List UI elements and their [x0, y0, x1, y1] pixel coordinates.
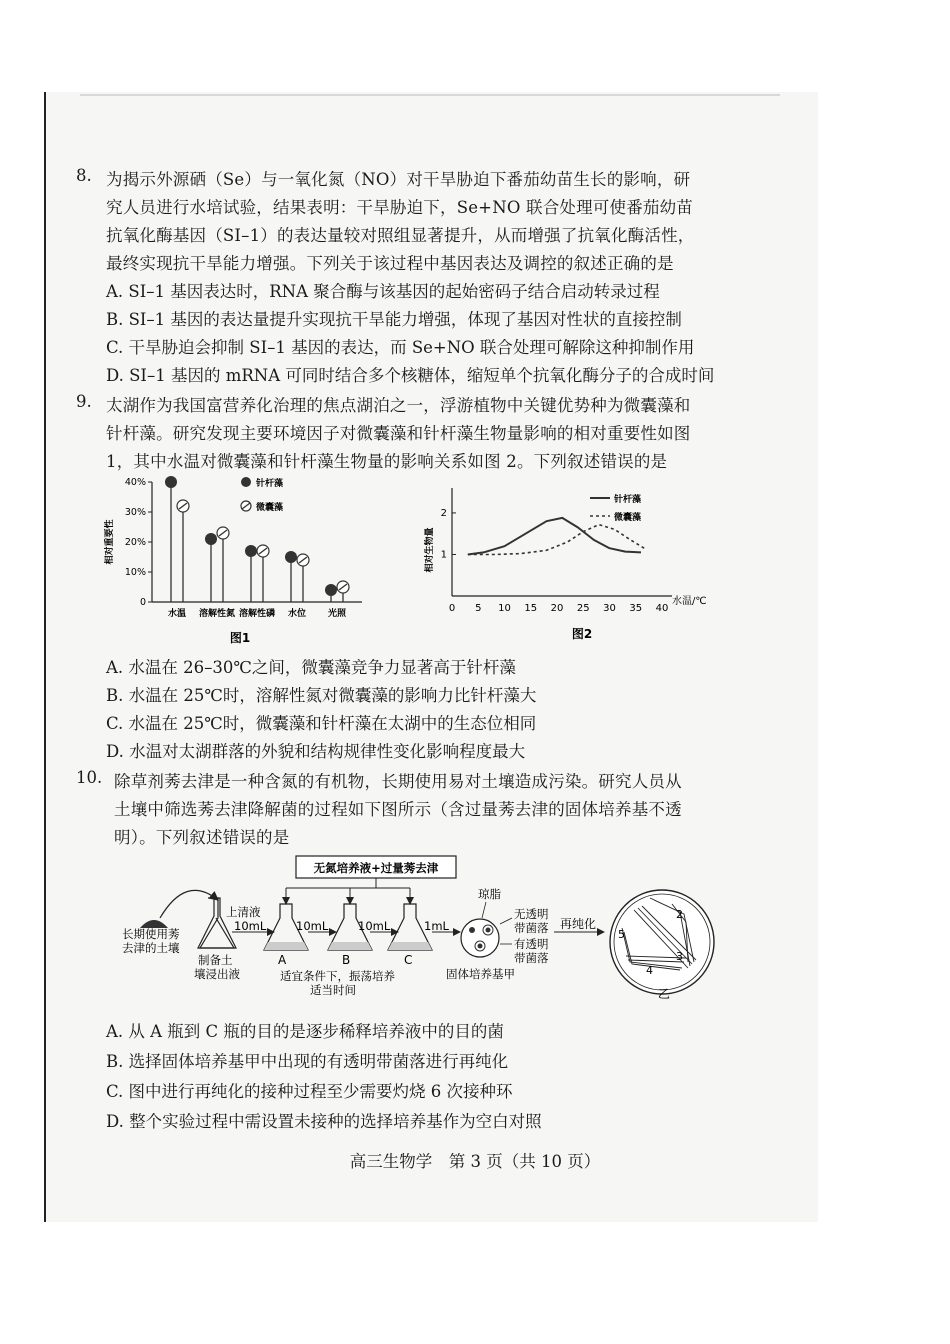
- supernatant-label: 上清液: [226, 905, 261, 919]
- fig1-category-label: 光照: [327, 609, 347, 619]
- q10-line: 土壤中筛选莠去津降解菌的过程如下图所示（含过量莠去津的固体培养基不透: [114, 800, 682, 819]
- medium-box-label: 无氮培养液+过量莠去津: [313, 861, 439, 875]
- fig1-ytick-label: 20%: [124, 537, 146, 548]
- no-halo-label: 带菌落: [514, 921, 549, 935]
- q9-option-c: C. 水温在 25℃时，微囊藻和针杆藻在太湖中的生态位相同: [106, 714, 537, 733]
- streak-number: 3: [676, 950, 683, 963]
- fig2-title: 图2: [571, 627, 593, 641]
- streak-number: 2: [676, 908, 683, 921]
- fig2-legend-weinang: 微囊藻: [614, 513, 642, 523]
- q10-line: 除草剂莠去津是一种含氮的有机物，长期使用易对土壤造成污染。研究人员从: [114, 772, 682, 791]
- q10-line: 明）。下列叙述错误的是: [114, 828, 290, 847]
- fig1-dot-zhengan: [245, 545, 257, 557]
- fig2-ylabel: 相对生物量: [425, 527, 435, 573]
- prep-label: 制备土: [198, 953, 233, 967]
- fig2-xtick-label: 35: [629, 603, 643, 614]
- fig2-xtick-label: 25: [576, 603, 590, 614]
- fig1-dot-zhengan: [325, 584, 337, 596]
- arrow-ab-label: 10mL: [296, 919, 329, 933]
- screening-diagram: [110, 852, 730, 1002]
- q9-line: 1，其中水温对微囊藻和针杆藻生物量的影响关系如图 2。下列叙述错误的是: [106, 452, 668, 471]
- fig2-xtick-label: 0: [448, 603, 456, 614]
- flask-a-label: A: [278, 953, 287, 967]
- figure-2-chart: [410, 478, 730, 650]
- q10-option-b: B. 选择固体培养基甲中出现的有透明带菌落进行再纯化: [106, 1052, 509, 1071]
- q9-line: 针杆藻。研究发现主要环境因子对微囊藻和针杆藻生物量影响的相对重要性如图: [106, 424, 691, 443]
- fig1-category-label: 溶解性氮: [198, 609, 236, 619]
- colony-halo-core: [486, 928, 491, 933]
- q8-option-a: A. SI–1 基因表达时，RNA 聚合酶与该基因的起始密码子结合启动转录过程: [106, 282, 660, 301]
- q8-line: 最终实现抗干旱能力增强。下列关于该过程中基因表达及调控的叙述正确的是: [106, 254, 674, 273]
- culture-label: 适当时间: [310, 983, 356, 997]
- soil-label: 去津的土壤: [122, 941, 180, 955]
- fig2-xlabel: 水温/℃: [672, 596, 707, 607]
- agar-pointer: [482, 902, 486, 918]
- q9-option-b: B. 水温在 25℃时，溶解性氮对微囊藻的影响力比针杆藻大: [106, 686, 537, 705]
- fig1-ytick-label: 40%: [124, 477, 146, 488]
- halo-label: 有透明: [514, 937, 549, 951]
- arrow-bc-label: 10mL: [358, 919, 391, 933]
- fig2-ytick-label: 1: [440, 549, 447, 561]
- q9-number: 9.: [76, 392, 92, 411]
- fig2-xtick-label: 40: [655, 603, 669, 614]
- q8-option-c: C. 干旱胁迫会抑制 SI–1 基因的表达，而 Se+NO 联合处理可解除这种抑制作用: [106, 338, 695, 357]
- fig1-title: 图1: [229, 631, 251, 645]
- colony-no-halo: [469, 927, 475, 933]
- arrow-cd-label: 1mL: [424, 919, 449, 933]
- page-footer: 高三生物学 第 3 页（共 10 页）: [349, 1152, 601, 1171]
- page-edge: [44, 92, 46, 1222]
- fig2-xtick-label: 5: [475, 603, 482, 614]
- halo-label: 带菌落: [514, 951, 549, 965]
- soil-label: 长期使用莠: [122, 927, 180, 941]
- fig1-category-label: 溶解性磷: [238, 609, 276, 619]
- no-halo-label: 无透明: [514, 907, 549, 921]
- fig1-legend-zhengan: 针杆藻: [256, 479, 284, 489]
- q8-number: 8.: [76, 166, 92, 185]
- supernatant-volume: 10mL: [234, 919, 267, 933]
- plate-label: 乙: [658, 987, 671, 1001]
- fig2-series-zhengan: [468, 518, 641, 555]
- q8-option-b: B. SI–1 基因的表达量提升实现抗干旱能力增强，体现了基因对性状的直接控制: [106, 310, 682, 329]
- fig1-legend-marker-zhengan: [241, 477, 251, 487]
- arrow-soil-to-flask: [160, 890, 218, 918]
- flask-b-label: B: [342, 953, 351, 967]
- fig2-legend-zhengan: 针杆藻: [614, 495, 642, 505]
- fig1-ytick-label: 10%: [124, 567, 146, 578]
- agar-label: 琼脂: [478, 887, 501, 901]
- fig2-ytick-label: 2: [440, 507, 447, 519]
- q10-option-c: C. 图中进行再纯化的接种过程至少需要灼烧 6 次接种环: [106, 1082, 513, 1101]
- fig1-dot-zhengan: [165, 476, 177, 488]
- prep-label: 壤浸出液: [194, 967, 240, 981]
- q9-option-a: A. 水温在 26–30℃之间，微囊藻竞争力显著高于针杆藻: [106, 658, 516, 677]
- fig1-dot-zhengan: [205, 533, 217, 545]
- fig2-xtick-label: 30: [603, 603, 616, 614]
- medium-a-label: 固体培养基甲: [446, 967, 515, 981]
- streak-number: 5: [618, 928, 625, 941]
- q8-line: 抗氧化酶基因（SI–1）的表达量较对照组显著提升，从而增强了抗氧化酶活性，: [106, 226, 695, 245]
- fig1-legend-weinang: 微囊藻: [256, 503, 284, 513]
- flask-a-liquid: [264, 942, 308, 950]
- flask-c-label: C: [404, 953, 413, 967]
- fig1-ytick-label: 30%: [124, 507, 146, 518]
- flask-c-liquid: [388, 942, 432, 950]
- q8-line: 究人员进行水培试验，结果表明：干旱胁迫下，Se+NO 联合处理可使番茄幼苗: [106, 198, 694, 217]
- q8-option-d: D. SI–1 基因的 mRNA 可同时结合多个核糖体，缩短单个抗氧化酶分子的合成时间: [106, 366, 715, 385]
- fig2-xtick-label: 20: [550, 603, 564, 614]
- top-rule: [80, 94, 780, 96]
- q10-option-d: D. 整个实验过程中需设置未接种的选择培养基作为空白对照: [106, 1112, 542, 1131]
- repurify-label: 再纯化: [560, 917, 597, 931]
- fig1-dot-zhengan: [285, 551, 297, 563]
- streak-number: 4: [646, 964, 653, 977]
- fig1-category-label: 水位: [287, 609, 307, 619]
- fig1-ytick-label: 0: [139, 597, 146, 608]
- flask-b-liquid: [328, 942, 372, 950]
- colony-halo-core: [478, 944, 483, 949]
- q9-line: 太湖作为我国富营养化治理的焦点湖泊之一，浮游植物中关键优势种为微囊藻和: [106, 396, 691, 415]
- fig2-xtick-label: 15: [524, 603, 538, 614]
- q10-option-a: A. 从 A 瓶到 C 瓶的目的是逐步稀释培养液中的目的菌: [106, 1022, 504, 1041]
- q9-option-d: D. 水温对太湖群落的外貌和结构规律性变化影响程度最大: [106, 742, 526, 761]
- q8-line: 为揭示外源硒（Se）与一氧化氮（NO）对干旱胁迫下番茄幼苗生长的影响，研: [106, 170, 691, 189]
- q10-number: 10.: [76, 768, 103, 787]
- fig2-xtick-label: 10: [498, 603, 511, 614]
- no-halo-pointer: [500, 918, 512, 924]
- culture-label: 适宜条件下，振荡培养: [280, 969, 395, 983]
- figure-1-chart: [100, 470, 370, 650]
- fig1-category-label: 水温: [167, 609, 187, 619]
- fig1-ylabel: 相对重要性: [105, 519, 115, 565]
